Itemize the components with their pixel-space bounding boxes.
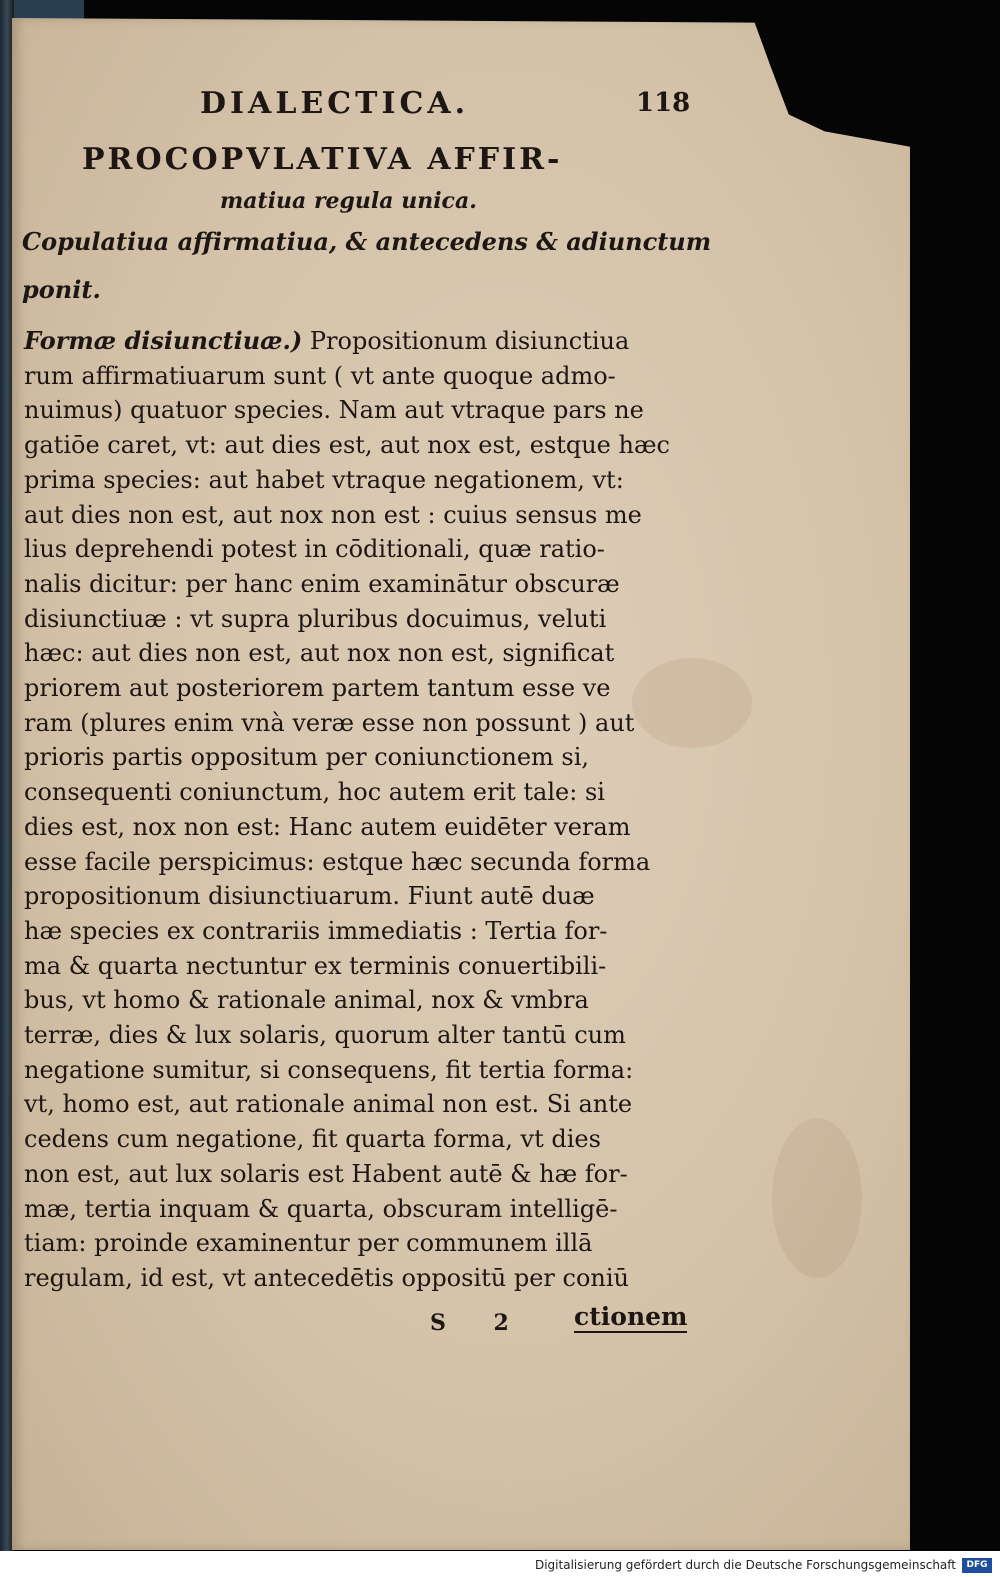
- body-line: tiam: proinde examinentur per communem illā: [24, 1229, 593, 1258]
- paper-stain: [772, 1118, 862, 1278]
- body-line: hæ species ex contrariis immediatis : Tertia for-: [24, 916, 608, 945]
- section-subheading: matiua regula unica.: [220, 188, 477, 214]
- dfg-logo-icon: DFG: [962, 1558, 992, 1573]
- body-line: cedens cum negatione, fit quarta forma, vt dies: [24, 1125, 601, 1154]
- body-line: lius deprehendi potest in cōditionali, quæ ratio-: [24, 535, 605, 564]
- rule-statement: [22, 218, 712, 314]
- body-line: non est, aut lux solaris est Habent autē & hæ for-: [24, 1159, 628, 1188]
- body-line: gatiōe caret, vt: aut dies est, aut nox est, estque hæc: [24, 431, 670, 460]
- rule-line: Copulatiua affirmatiua, & antecedens & adiunctum: [22, 227, 712, 256]
- body-line: consequenti coniunctum, hoc autem erit tale: si: [24, 778, 605, 807]
- body-line: esse facile perspicimus: estque hæc secunda forma: [24, 847, 651, 876]
- body-line-text: Propositionum disiunctiua: [302, 327, 630, 355]
- binding-cloth-strip: [14, 0, 84, 20]
- body-line: mæ, tertia inquam & quarta, obscuram intelligē-: [24, 1194, 618, 1223]
- body-line: priorem aut posteriorem partem tantum esse ve: [24, 674, 611, 703]
- body-line: ram (plures enim vnà veræ esse non possunt ) aut: [24, 708, 635, 737]
- page-number: 118: [636, 88, 691, 118]
- running-head: DIALECTICA.: [200, 86, 470, 121]
- attribution-bar: [0, 1551, 1000, 1577]
- body-line: terræ, dies & lux solaris, quorum alter tantū cum: [24, 1021, 626, 1050]
- body-line: propositionum disiunctiuarum. Fiunt autē duæ: [24, 882, 595, 911]
- body-line: [24, 324, 704, 359]
- body-line: regulam, id est, vt antecedētis oppositū per coniū: [24, 1263, 630, 1292]
- signature-mark: S 2: [430, 1310, 529, 1336]
- body-line: hæc: aut dies non est, aut nox non est, significat: [24, 639, 615, 668]
- body-line: prima species: aut habet vtraque negationem, vt:: [24, 465, 624, 494]
- catchword: ctionem: [574, 1302, 688, 1331]
- body-paragraph: [24, 324, 704, 1296]
- rule-line: ponit.: [22, 275, 101, 304]
- body-line: vt, homo est, aut rationale animal non est. Si ante: [24, 1090, 633, 1119]
- body-line: aut dies non est, aut nox non est : cuius sensus me: [24, 500, 642, 529]
- marginal-lemma: Formæ disiunctiuæ.): [24, 326, 303, 355]
- body-line: rum affirmatiuarum sunt ( vt ante quoque admo-: [24, 361, 616, 390]
- attribution-text: Digitalisierung gefördert durch die Deutsche Forschungsgemeinschaft: [534, 1558, 956, 1572]
- section-heading: PROCOPVLATIVA AFFIR-: [82, 142, 563, 177]
- body-line: negatione sumitur, si consequens, fit tertia forma:: [24, 1055, 634, 1084]
- body-line: disiunctiuæ : vt supra pluribus docuimus, veluti: [24, 604, 607, 633]
- body-line: prioris partis oppositum per coniunctionem si,: [24, 743, 590, 772]
- body-line: bus, vt homo & rationale animal, nox & vmbra: [24, 986, 589, 1015]
- book-binding-edge: [0, 0, 14, 1577]
- body-line: nalis dicitur: per hanc enim examinātur obscuræ: [24, 569, 620, 598]
- body-line: ma & quarta nectuntur ex terminis conuertibili-: [24, 951, 607, 980]
- body-line: nuimus) quatuor species. Nam aut vtraque pars ne: [24, 396, 644, 425]
- body-line: dies est, nox non est: Hanc autem euidēter veram: [24, 812, 631, 841]
